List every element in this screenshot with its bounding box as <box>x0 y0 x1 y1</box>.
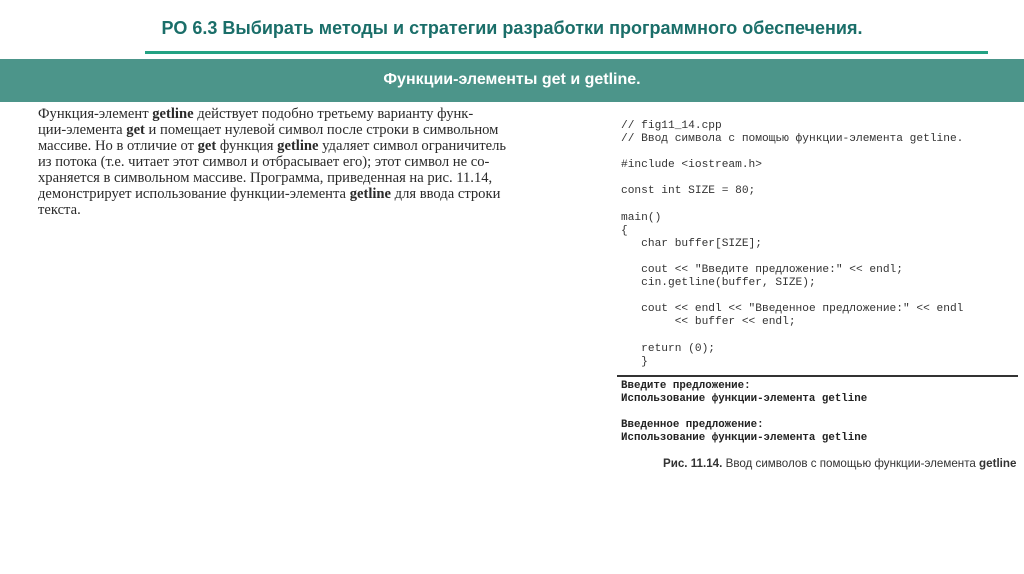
code-line: const int SIZE = 80; <box>621 185 756 198</box>
body-text: ции-элемента <box>38 122 127 138</box>
body-keyword: getline <box>152 106 194 122</box>
code-line: { <box>621 224 628 237</box>
code-line: // fig11_14.cpp <box>621 120 722 132</box>
output-line: Использование функции-элемента getline <box>621 393 868 405</box>
code-line: cout << "Введите предложение:" << endl; <box>621 264 903 277</box>
body-keyword: get <box>197 138 217 154</box>
body-text: действует подобно третьему варианту функ- <box>193 106 474 122</box>
output-divider <box>617 375 1018 377</box>
title-underline <box>145 51 988 54</box>
code-line: return (0); <box>621 342 715 355</box>
code-line <box>621 146 1019 159</box>
body-paragraph <box>38 106 608 218</box>
subheader-title: Функции-элементы get и getline. <box>383 71 641 88</box>
code-line <box>621 172 1019 185</box>
body-text: текста. <box>38 202 81 218</box>
code-line: #include <iostream.h> <box>621 159 762 172</box>
output-line: Введенное предложение: <box>621 419 764 431</box>
code-line: char buffer[SIZE]; <box>621 237 762 250</box>
slide-title: РО 6.3 Выбирать методы и стратегии разработки программного обеспечения. <box>161 18 863 38</box>
code-line: main() <box>621 211 662 224</box>
body-text: храняется в символьном массиве. Программа, приведенная на рис. 11.14, <box>38 170 493 186</box>
body-line <box>38 170 608 186</box>
output-line <box>621 406 1019 419</box>
figure-caption <box>663 457 1023 470</box>
code-line <box>621 330 1019 343</box>
code-line: cin.getline(buffer, SIZE); <box>621 277 816 290</box>
caption-keyword: getline <box>979 457 1017 470</box>
body-line <box>38 186 608 202</box>
body-line <box>38 106 608 122</box>
body-line <box>38 202 608 218</box>
code-line <box>621 290 1019 303</box>
output-line: Введите предложение: <box>621 380 751 392</box>
body-keyword: get <box>126 122 145 138</box>
body-text: для ввода строки <box>391 186 501 202</box>
code-line: // Ввод символа с помощью функции-элемента getline. <box>621 133 964 146</box>
code-listing <box>621 120 1019 369</box>
body-text: из потока (т.е. читает этот символ и отбрасывает его); этот символ не со- <box>38 154 490 170</box>
body-keyword: getline <box>277 138 319 154</box>
body-keyword: getline <box>349 186 392 202</box>
caption-text: Ввод символов с помощью функции-элемента <box>722 457 980 470</box>
body-line <box>38 154 608 170</box>
body-text: функция <box>216 138 278 154</box>
program-output <box>621 380 1019 445</box>
body-text: и помещает нулевой символ после строки в символьном <box>144 122 499 138</box>
body-text: массиве. Но в отличие от <box>38 138 198 154</box>
code-line <box>621 251 1019 264</box>
body-line <box>38 122 608 138</box>
code-line: cout << endl << "Введенное предложение:" << endl <box>621 303 964 316</box>
body-text: демонстрирует использование функции-элемента <box>38 186 350 202</box>
code-line: << buffer << endl; <box>621 316 796 329</box>
code-line: } <box>621 355 648 368</box>
body-text: удаляет символ ограничитель <box>318 138 507 154</box>
caption-label: Рис. 11.14. <box>663 457 723 470</box>
output-line: Использование функции-элемента getline <box>621 432 868 444</box>
code-line <box>621 199 1019 212</box>
body-line <box>38 138 608 154</box>
body-text: Функция-элемент <box>38 106 153 122</box>
